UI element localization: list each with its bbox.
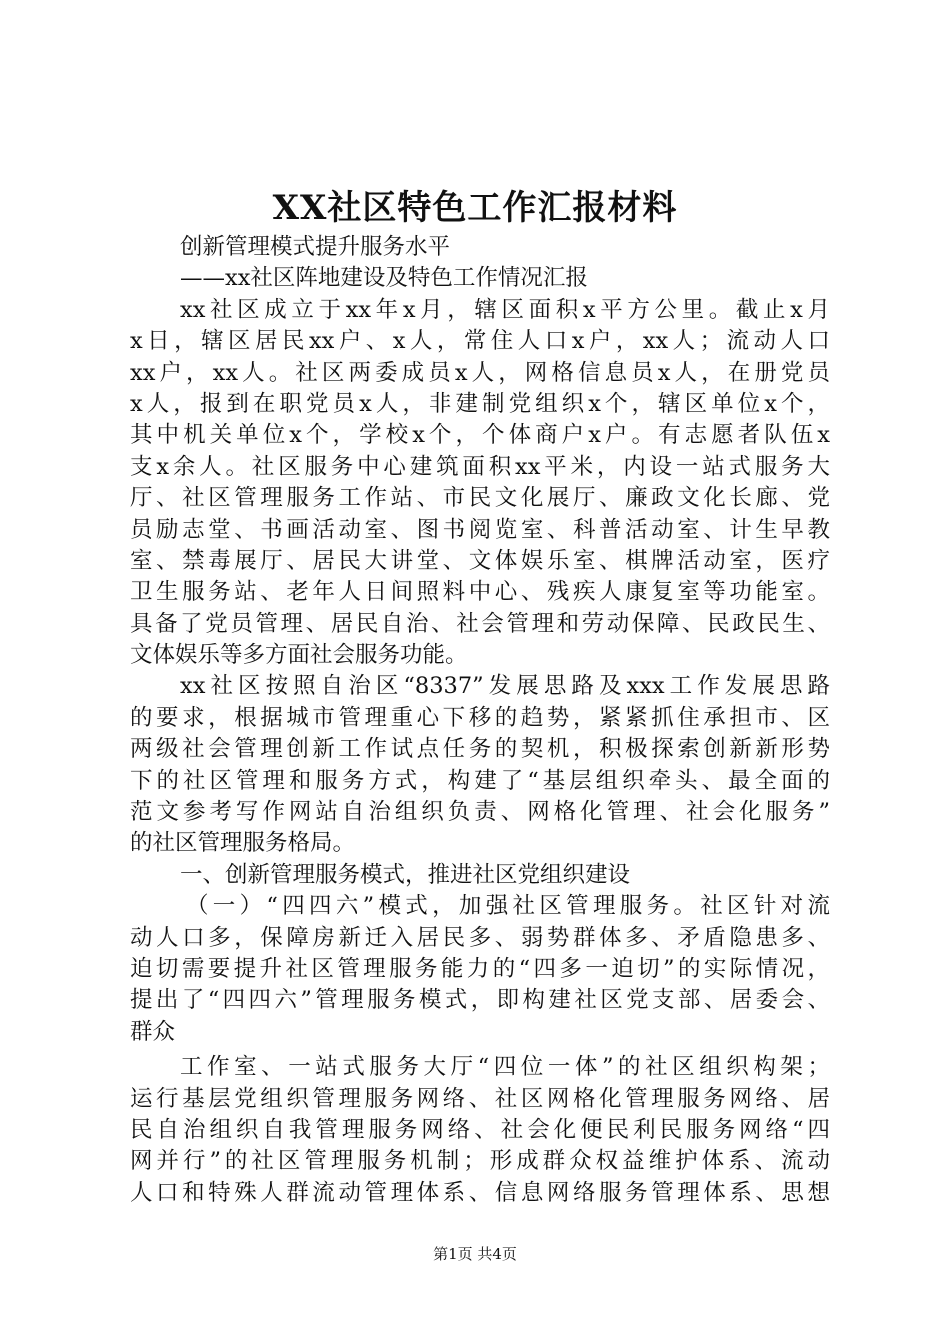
body-line: 迫切需要提升社区管理服务能力的“四多一迫切”的实际情况， (130, 955, 830, 982)
body-line: 人口和特殊人群流动管理体系、信息网络服务管理体系、思想 (130, 1179, 830, 1206)
body-line: 厅、社区管理服务工作站、市民文化展厅、廉政文化长廊、党 (130, 485, 830, 512)
body-line: 网并行”的社区管理服务机制；形成群众权益维护体系、流动 (130, 1148, 830, 1175)
page-footer: 第1页 共4页 (433, 1245, 517, 1263)
subtitle-line: 创新管理模式提升服务水平 (180, 234, 451, 260)
section-heading: 一、创新管理服务模式，推进社区党组织建设 (180, 861, 631, 888)
body-line: 的社区管理服务格局。 (130, 830, 356, 857)
body-line: 文体娱乐等多方面社会服务功能。 (130, 642, 468, 669)
body-line: 提出了“四四六”管理服务模式，即构建社区党支部、居委会、 (130, 987, 830, 1014)
document-title: XX社区特色工作汇报材料 (272, 188, 678, 228)
body-line: 下的社区管理和服务方式，构建了“基层组织牵头、最全面的 (130, 767, 830, 794)
body-line: 员励志堂、书画活动室、图书阅览室、科普活动室、计生早教 (130, 516, 830, 543)
body-line: 民自治组织自我管理服务网络、社会化便民利民服务网络“四 (130, 1116, 830, 1143)
body-line: xx社区成立于xx年x月，辖区面积x平方公里。截止x月 (180, 296, 830, 323)
body-line: xx户，xx人。社区两委成员x人，网格信息员x人，在册党员 (130, 359, 830, 386)
body-line: 具备了党员管理、居民自治、社会管理和劳动保障、民政民生、 (130, 610, 830, 637)
body-line: 支x余人。社区服务中心建筑面积xx平米，内设一站式服务大 (130, 453, 830, 480)
body-line: 的要求，根据城市管理重心下移的趋势，紧紧抓住承担市、区 (130, 704, 830, 731)
body-line: 卫生服务站、老年人日间照料中心、残疾人康复室等功能室。 (130, 579, 830, 606)
body-line: xx社区按照自治区“8337”发展思路及xxx工作发展思路 (180, 673, 830, 700)
body-line: x日，辖区居民xx户、x人，常住人口x户，xx人；流动人口 (130, 328, 830, 355)
subtitle-line: ——xx社区阵地建设及特色工作情况汇报 (180, 265, 588, 292)
body-line: 其中机关单位x个，学校x个，个体商户x户。有志愿者队伍x (130, 422, 830, 449)
body-line: 工作室、一站式服务大厅“四位一体”的社区组织构架； (180, 1054, 830, 1081)
body-line: 两级社会管理创新工作试点任务的契机，积极探索创新新形势 (130, 736, 830, 763)
body-line: 运行基层党组织管理服务网络、社区网格化管理服务网络、居 (130, 1085, 830, 1112)
body-line: 室、禁毒展厅、居民大讲堂、文体娱乐室、棋牌活动室，医疗 (130, 547, 830, 574)
subsection-heading-line: （一）“四四六”模式，加强社区管理服务。社区针对流 (186, 893, 830, 920)
document-body (130, 232, 830, 1209)
body-line: 群众 (130, 1018, 176, 1045)
body-line: 动人口多，保障房新迁入居民多、弱势群体多、矛盾隐患多、 (130, 924, 830, 951)
body-line: 范文参考写作网站自治组织负责、网格化管理、社会化服务” (130, 799, 830, 826)
body-line: x人，报到在职党员x人，非建制党组织x个，辖区单位x个， (130, 390, 830, 417)
